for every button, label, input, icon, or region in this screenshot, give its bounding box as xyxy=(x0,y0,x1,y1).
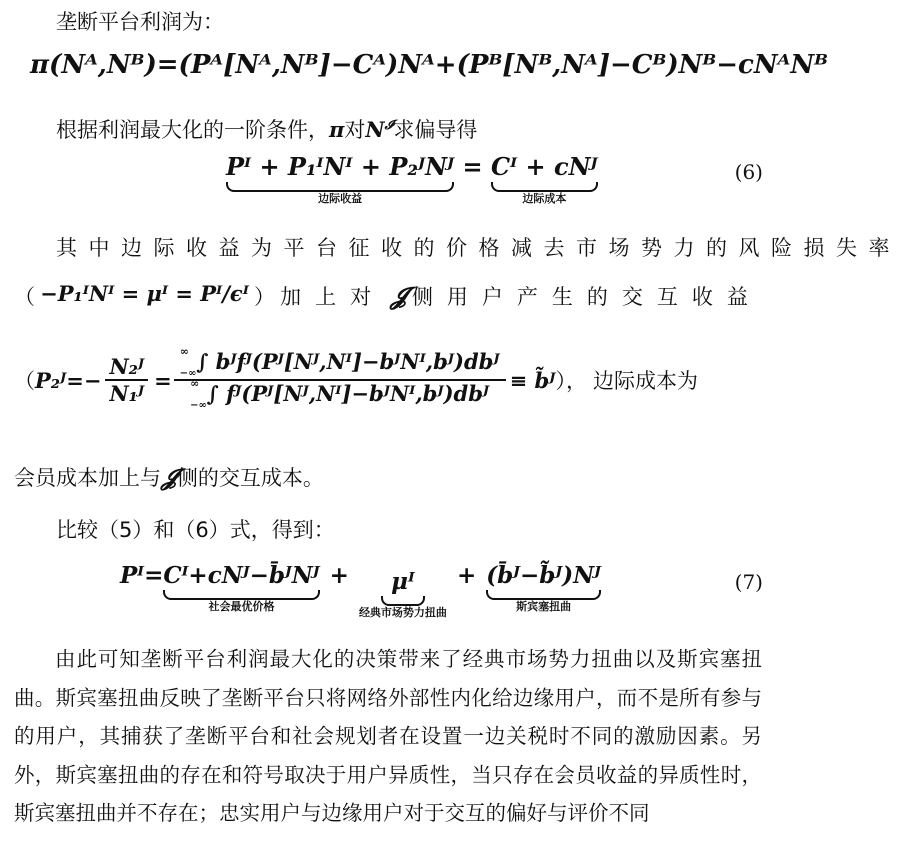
foc-pi: π xyxy=(329,117,345,142)
eq6-lhs: Pᴵ + P₁ᴵNᴵ + P₂ᴶNᴶ xyxy=(226,152,455,181)
equation-interaction-benefit: （ P₂ᴶ=− $\frac{\text{N₂ᴶ}}{\text{N₁ᴶ}}$ = ∞ ∫ bᴶfᴶ(Pᴶ[Nᴶ,Nᴵ]−bᴶNᴵ,bᴶ)dbᴶ −∞ ∞ ∫ fᴶ(Pᴶ[Nᴶ,Nᴵ]−bᴶNᴵ,bᴶ)dbᴶ −∞ ≡ b̃ᴶ ）， 边际成本为 xyxy=(14,345,698,411)
frac-n1: N₁ᴶ xyxy=(109,381,145,406)
eq7-plus2: + xyxy=(456,562,477,589)
text-line-1: 垄断平台利润为： xyxy=(56,10,224,34)
eq7-t1-brace xyxy=(163,562,319,614)
eq7-t1: Cᴵ+cNᴶ−b̄ᴶNᴶ xyxy=(163,562,320,589)
member-end: 侧的交互成本。 xyxy=(176,466,324,490)
frac-den-lower: −∞ xyxy=(190,400,207,411)
eq7-t1-label: 社会最优价格 xyxy=(208,600,275,613)
foc-text: 根据利润最大化的一阶条件， xyxy=(56,118,329,142)
eq6-rhs: Cᴵ + cNᴶ xyxy=(491,152,598,181)
equation-profit: π(Nᴬ,Nᴮ)=(Pᴬ[Nᴬ,Nᴮ]−Cᴬ)Nᴬ+(Pᴮ[Nᴮ,Nᴬ]−Cᴮ)Nᴮ−cNᴬNᴮ xyxy=(30,50,828,80)
frac-rhs: ≡ b̃ᴶ xyxy=(509,367,556,393)
text-line-foc: 根据利润最大化的一阶条件，π对$N^𝓘$求偏导得 xyxy=(56,117,478,142)
frac-main xyxy=(174,345,506,411)
eq7-t2: μᴵ xyxy=(391,568,415,595)
frac-close: ）， xyxy=(555,369,587,393)
frac-after: 边际成本为 xyxy=(592,369,698,393)
eq7-lhs: Pᴵ= xyxy=(120,562,164,589)
foc-mid: 对 xyxy=(344,118,366,142)
equation-6-number: (6) xyxy=(734,160,763,184)
eq6-lhs-brace xyxy=(226,152,454,206)
foc-var: N xyxy=(365,117,385,142)
risk-close: ） xyxy=(254,285,275,309)
frac-num-lower: −∞ xyxy=(179,368,197,379)
eq7-t3: (b̄ᴶ−b̃ᴶ)Nᴶ xyxy=(486,562,601,589)
member-J: 𝓙 xyxy=(161,464,177,491)
frac-den-upper: ∞ xyxy=(190,377,200,390)
text-line-compare: 比较（5）和（6）式，得到： xyxy=(56,518,335,542)
frac-ratio xyxy=(105,354,148,406)
equation-7 xyxy=(120,562,601,620)
frac-num-upper: ∞ xyxy=(179,345,189,358)
text-line-member-cost xyxy=(14,462,324,492)
paragraph-spence-distortion: 由此可知垄断平台利润最大化的决策带来了经典市场势力扭曲以及斯宾塞扭曲。斯宾塞扭曲反映了垄断平台只将网络外部性内化给边缘用户，而不是所有参与的用户，其捕获了垄断平台和社会规划者在设置一边关税时不同的激励因素。另外，斯宾塞扭曲的存在和符号取决于用户异质性，当只存在会员收益的异质性时，斯宾塞扭曲并不存在；忠实用户与边缘用户对于交互的偏好与评价不同 xyxy=(14,647,762,825)
risk-J: 𝓙 xyxy=(390,281,407,310)
risk-end: 侧用户产生的交互收益 xyxy=(411,285,762,309)
frac-lhs: P₂ᴶ=− xyxy=(35,367,102,393)
eq6-lhs-label: 边际收益 xyxy=(318,192,363,205)
risk-math: −P₁ᴵNᴵ = μᴵ = Pᴵ/ϵᴵ xyxy=(40,281,249,306)
risk-text: 加上对 xyxy=(280,285,386,309)
eq7-t2-brace xyxy=(359,568,447,620)
frac-open: （ xyxy=(14,369,35,393)
member-text: 会员成本加上与 xyxy=(14,466,161,490)
frac-n2: N₂ᴶ xyxy=(105,354,148,381)
eq7-t3-label: 斯宾塞扭曲 xyxy=(516,600,572,613)
eq6-rhs-label: 边际成本 xyxy=(522,192,567,205)
eq7-t2-label: 经典市场势力扭曲 xyxy=(358,606,447,619)
eq6-equals: = xyxy=(462,152,483,181)
eq7-plus1: + xyxy=(329,562,349,589)
foc-end: 求偏导得 xyxy=(393,118,478,142)
frac-den: ∫ fᴶ(Pᴶ[Nᴶ,Nᴵ]−bᴶNᴵ,bᴶ)dbᴶ xyxy=(206,381,490,406)
equation-7-number: (7) xyxy=(734,570,763,594)
frac-num: ∫ bᴶfᴶ(Pᴶ[Nᴶ,Nᴵ]−bᴶNᴵ,bᴶ)dbᴶ xyxy=(196,349,500,374)
risk-open: （ xyxy=(14,285,35,309)
eq6-rhs-brace xyxy=(491,152,598,206)
eq7-t3-brace xyxy=(486,562,601,614)
text-line-marginal-revenue: 其中边际收益为平台征收的价格减去市场势力的风险损失率 xyxy=(56,236,901,260)
text-line-risk xyxy=(14,281,762,311)
equation-6 xyxy=(226,152,598,208)
